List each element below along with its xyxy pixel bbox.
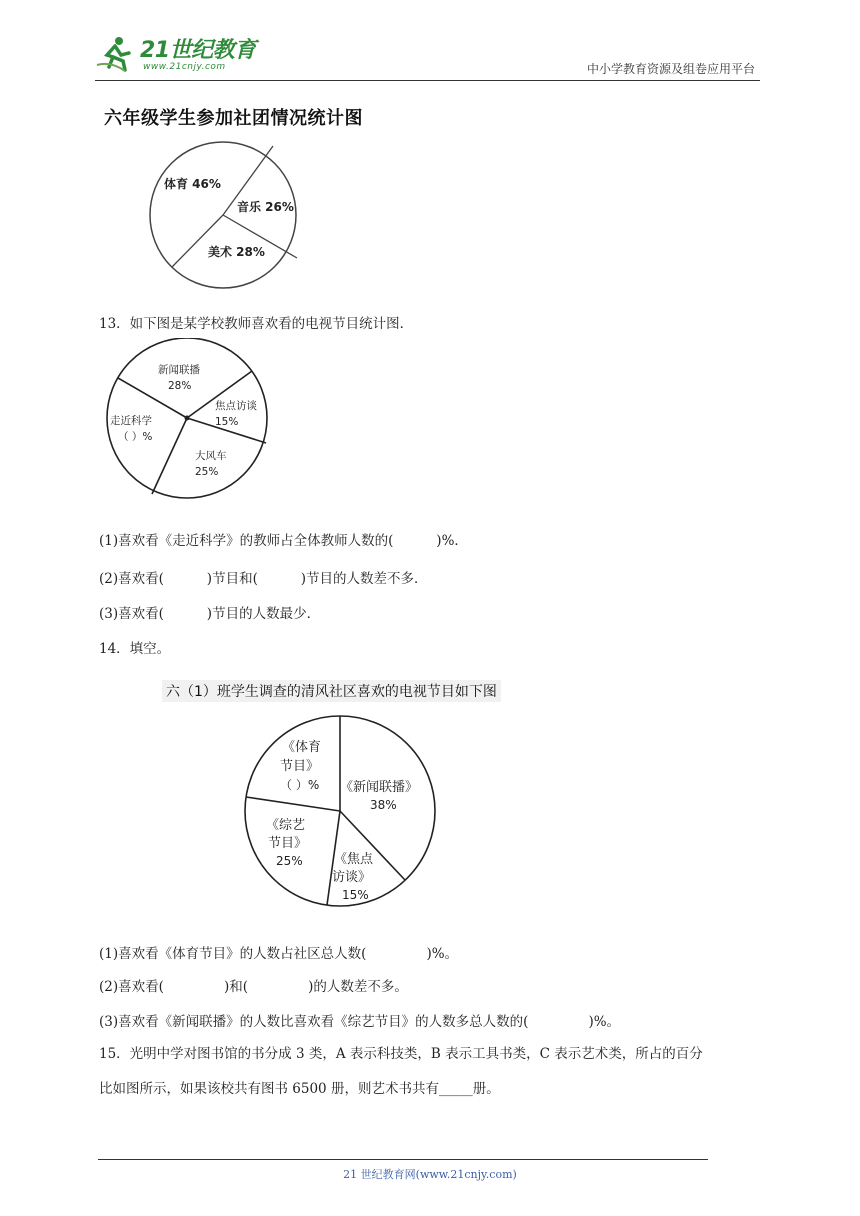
q14-stem: 14．填空。 [99, 641, 171, 657]
q13-sub3: (3)喜欢看( )节目的人数最少． [99, 606, 321, 622]
q14-sub1: (1)喜欢看《体育节目》的人数占社区总人数( )%。 [99, 946, 459, 962]
footer-rule [98, 1159, 708, 1160]
chart1-title: 六年级学生参加社团情况统计图 [104, 108, 363, 129]
slice-pct-science: （ ）% [118, 431, 153, 443]
community-tv-pie-chart [240, 715, 440, 915]
slice-pct-news: 28% [168, 380, 192, 392]
slice-label-art: 美术 28% [208, 245, 265, 259]
slice-label-windmill: 大风车 [195, 450, 227, 462]
club-pie-chart [140, 130, 320, 300]
q15-line2: 比如图所示，如果该校共有图书 6500 册，则艺术书共有_____册。 [99, 1081, 500, 1097]
slice-pct-focus: 15% [342, 888, 369, 902]
slice-label-sports-2: 节目》 [280, 759, 320, 774]
runner-logo-icon [95, 35, 135, 73]
q14-sub3: (3)喜欢看《新闻联播》的人数比喜欢看《综艺节目》的人数多总人数的( )%。 [99, 1014, 621, 1030]
platform-label: 中小学教育资源及组卷应用平台 [586, 62, 755, 76]
footer-text: 21 世纪教育网(www.21cnjy.com) [343, 1168, 517, 1181]
q15-line1: 15．光明中学对图书馆的书分成 3 类，A 表示科技类，B 表示工具书类，C 表示艺术类，所占的百分 [99, 1046, 703, 1062]
slice-label-sports-1: 《体育 [282, 740, 322, 755]
q13-stem: 13．如下图是某学校教师喜欢看的电视节目统计图． [99, 316, 414, 332]
slice-label-focus: 焦点访谈 [215, 400, 257, 412]
q14-chart-title: 六（1）班学生调查的清风社区喜欢的电视节目如下图 [162, 680, 501, 702]
slice-label-variety-1: 《综艺 [266, 818, 306, 833]
brand-name: 21世纪教育 [140, 38, 256, 63]
pie-center [185, 416, 190, 421]
slice-pct-focus: 15% [215, 416, 239, 428]
slice-pct-sports: （ ）% [280, 778, 320, 792]
slice-label-news: 《新闻联播》 [340, 780, 419, 795]
q13-sub1: (1)喜欢看《走近科学》的教师占全体教师人数的( )%． [99, 533, 468, 549]
slice-pct-news: 38% [370, 798, 397, 812]
teacher-tv-pie-chart [100, 338, 280, 508]
q13-sub2: (2)喜欢看( )节目和( )节目的人数差不多． [99, 571, 428, 587]
slice-label-science: 走近科学 [110, 415, 152, 427]
slice-label-focus-2: 访谈》 [332, 870, 372, 885]
brand-url: www.21cnjy.com [143, 62, 226, 72]
slice-label-variety-2: 节目》 [268, 836, 308, 851]
slice-label-news: 新闻联播 [158, 364, 200, 376]
page-header [95, 30, 760, 81]
slice-label-music: 音乐 26% [237, 200, 294, 214]
slice-pct-windmill: 25% [195, 466, 219, 478]
logo [95, 35, 265, 75]
slice-label-sports: 体育 46% [164, 177, 221, 191]
slice-pct-variety: 25% [276, 854, 303, 868]
slice-label-focus-1: 《焦点 [334, 852, 374, 867]
q14-sub2: (2)喜欢看( )和( )的人数差不多。 [99, 979, 408, 995]
